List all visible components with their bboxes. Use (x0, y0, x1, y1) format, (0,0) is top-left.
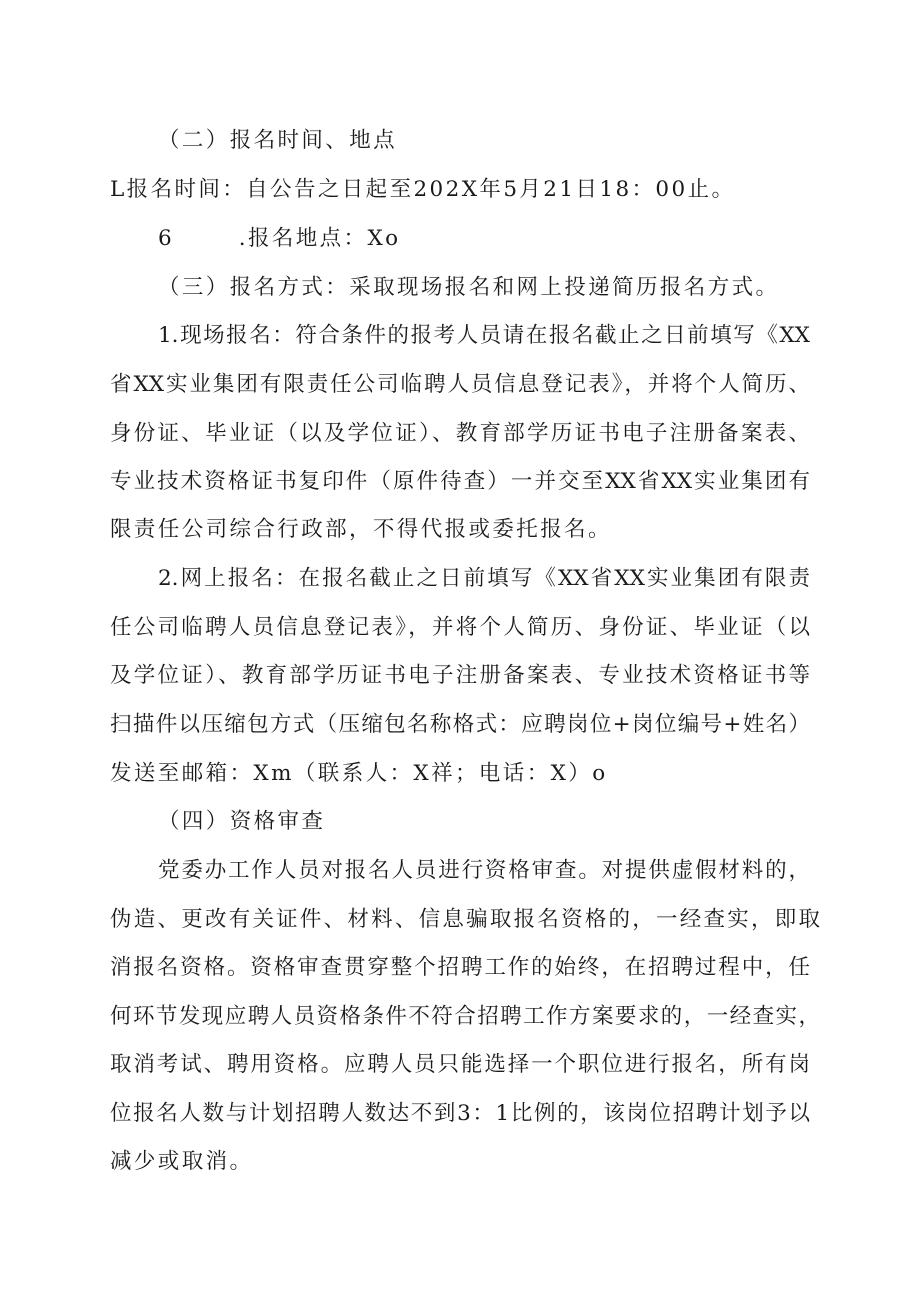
paragraph-onsite-registration: 1.现场报名：符合条件的报考人员请在报名截止之日前填写《XX (158, 323, 810, 348)
paragraph-line: 专业技术资格证书复印件（原件待查）一并交至XX省XX实业集团有 (110, 469, 810, 494)
heading-registration-method: （三）报名方式：采取现场报名和网上投递简历报名方式。 (158, 275, 780, 300)
paragraph-line: 及学位证）、教育部学历证书电子注册备案表、专业技术资格证书等 (110, 663, 810, 688)
paragraph-qualification-review: 党委办工作人员对报名人员进行资格审查。对提供虚假材料的， (158, 858, 810, 883)
paragraph-line: 限责任公司综合行政部，不得代报或委托报名。 (110, 517, 612, 542)
paragraph-line: 任公司临聘人员信息登记表》，并将个人简历、身份证、毕业证（以 (110, 615, 810, 640)
paragraph-line: 取消考试、聘用资格。应聘人员只能选择一个职位进行报名，所有岗 (110, 1052, 810, 1077)
paragraph-line: 发送至邮箱：Xm（联系人：X祥；电话：X）o (110, 761, 608, 786)
paragraph-line: 扫描件以压缩包方式（压缩包名称格式：应聘岗位+岗位编号+姓名） (110, 712, 810, 737)
paragraph-line: 何环节发现应聘人员资格条件不符合招聘工作方案要求的，一经查实， (110, 1004, 820, 1029)
heading-qualification-review: （四）资格审查 (158, 809, 326, 834)
heading-registration-time-place: （二）报名时间、地点 (158, 128, 398, 153)
paragraph-line: 消报名资格。资格审查贯穿整个招聘工作的始终，在招聘过程中，任 (110, 955, 810, 980)
paragraph-registration-time: L报名时间：自公告之日起至202X年5月21日18：00止。 (110, 177, 736, 202)
paragraph-line: 身份证、毕业证（以及学位证）、教育部学历证书电子注册备案表、 (110, 421, 810, 446)
paragraph-line: 减少或取消。 (110, 1149, 254, 1174)
paragraph-online-registration: 2.网上报名：在报名截止之日前填写《XX省XX实业集团有限责 (158, 566, 810, 591)
paragraph-line: 省XX实业集团有限责任公司临聘人员信息登记表》，并将个人简历、 (110, 372, 810, 397)
paragraph-line: 位报名人数与计划招聘人数达不到3：1比例的，该岗位招聘计划予以 (110, 1101, 810, 1126)
paragraph-line: 伪造、更改有关证件、材料、信息骗取报名资格的，一经查实，即取 (110, 907, 820, 932)
paragraph-registration-place: 6 .报名地点：Xo (158, 226, 401, 251)
